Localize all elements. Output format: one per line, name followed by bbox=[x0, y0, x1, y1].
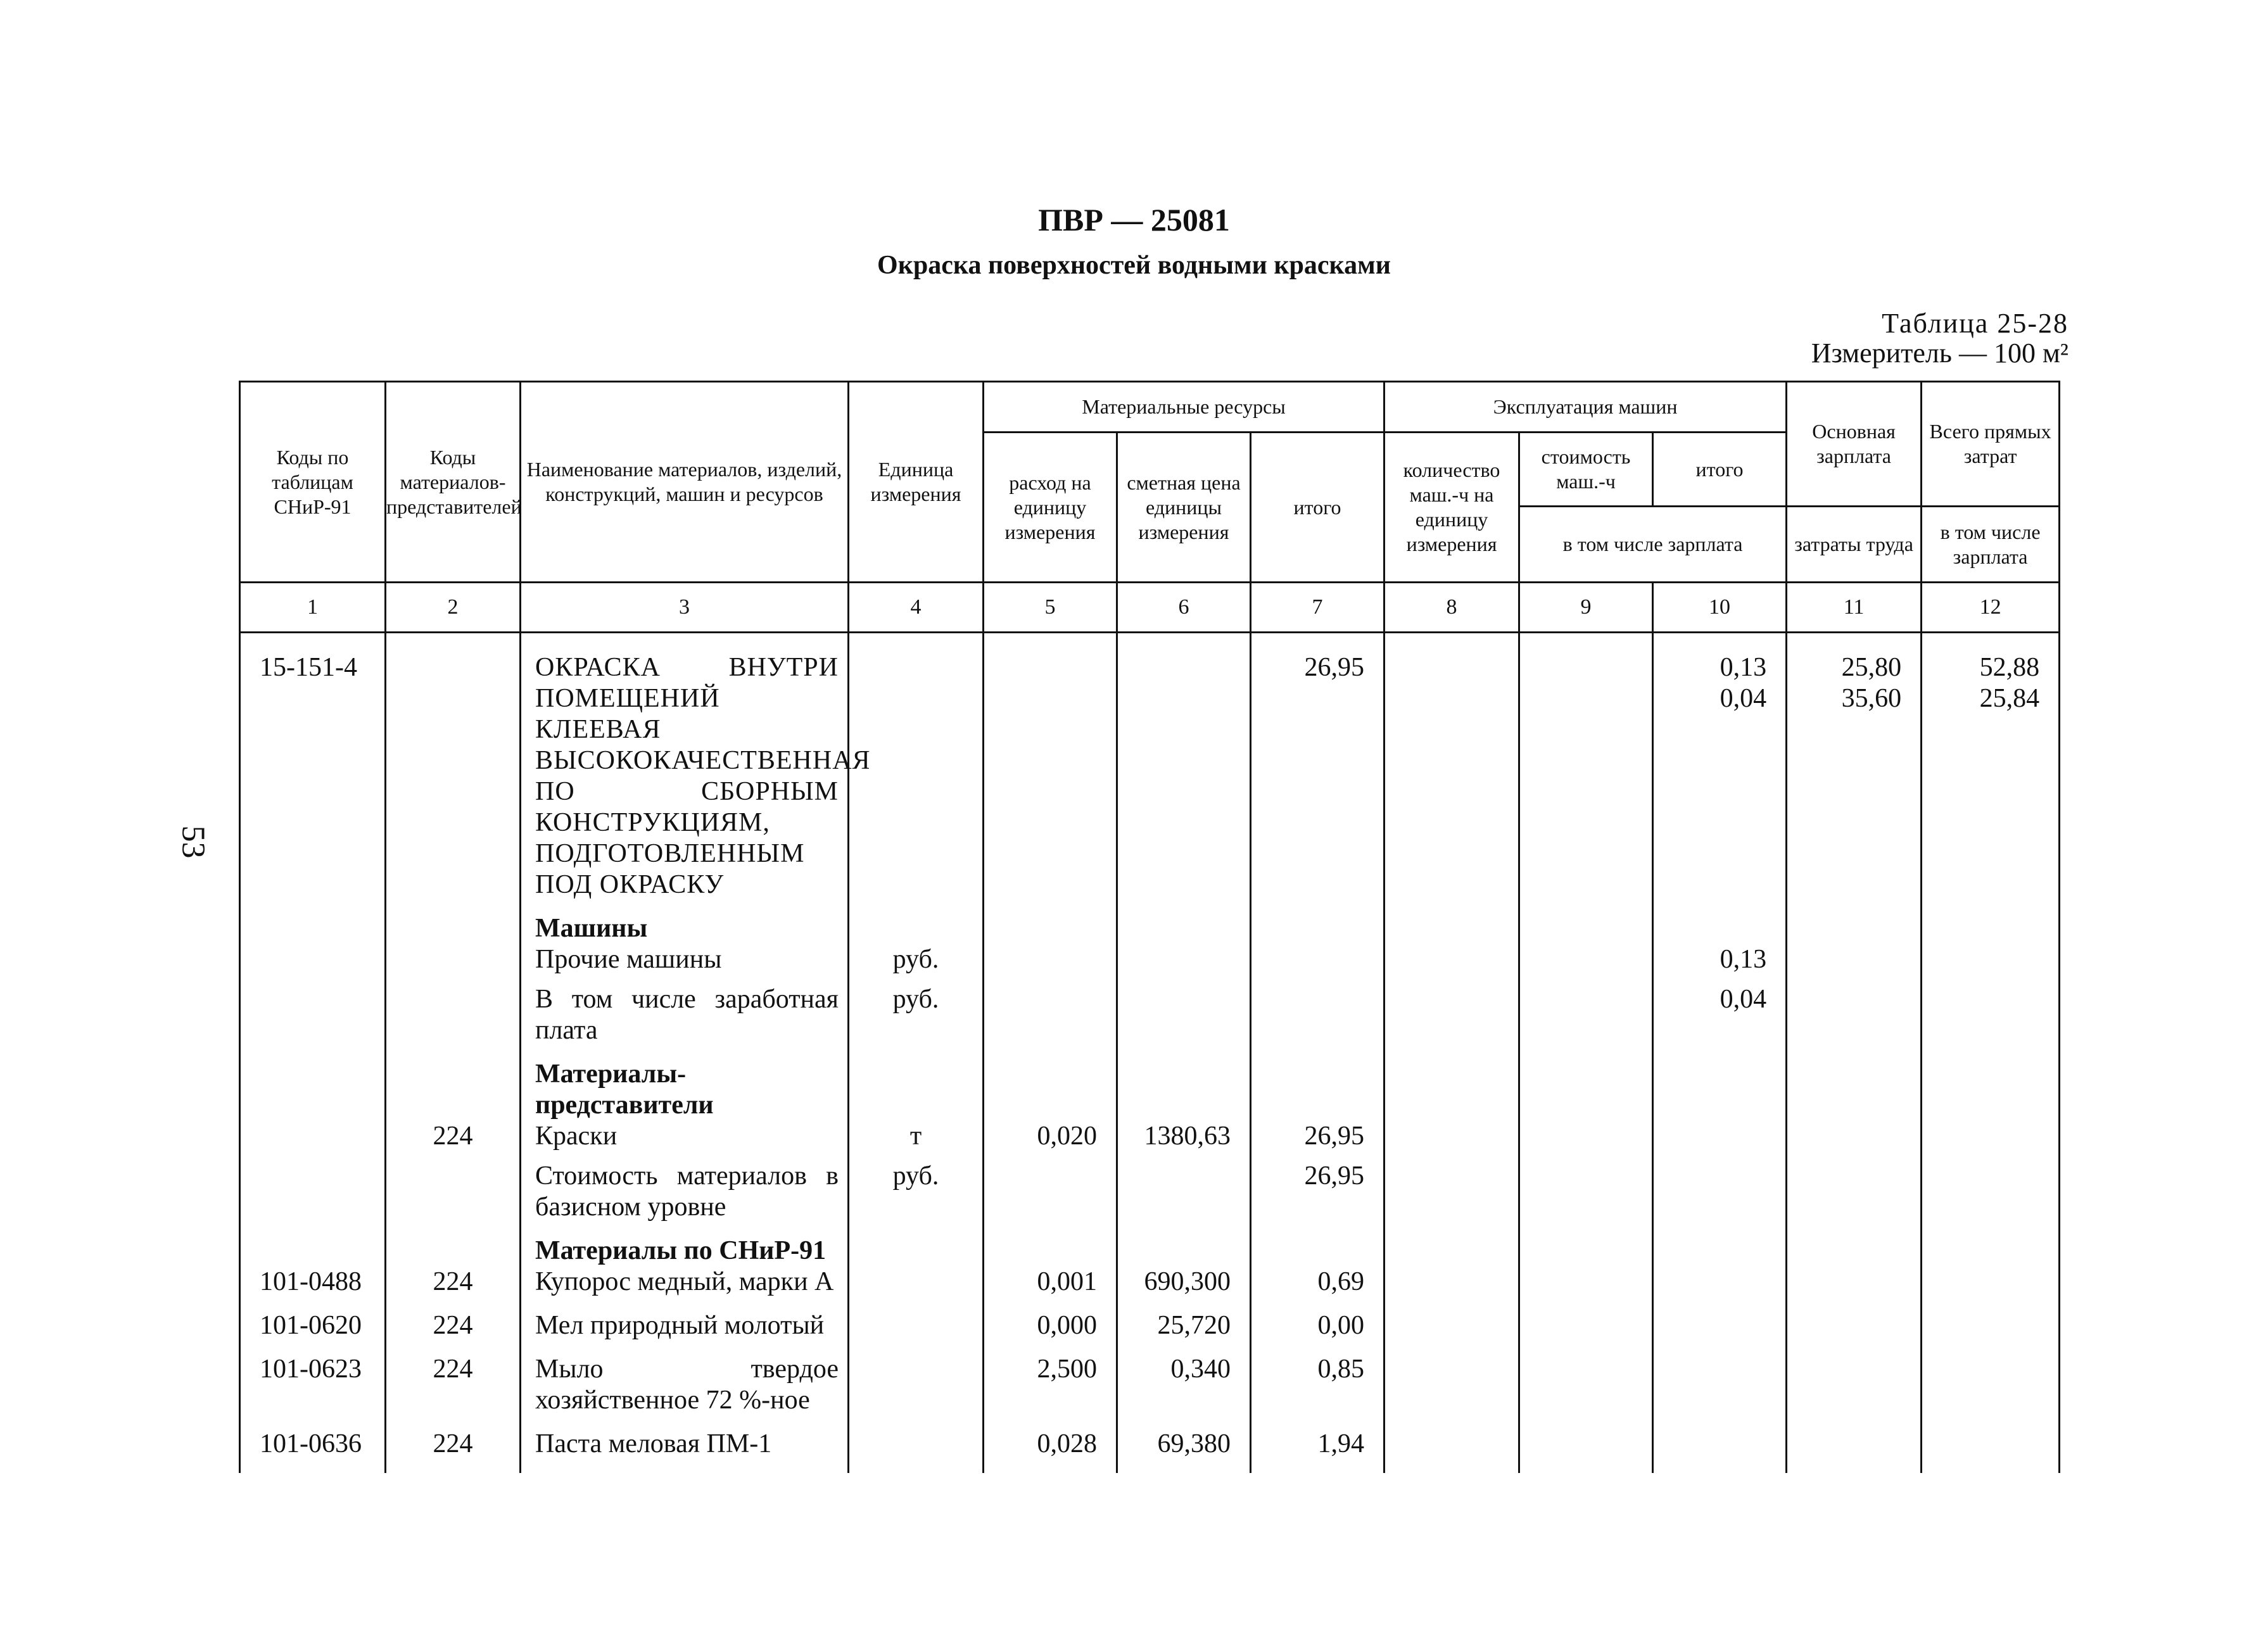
col-number: 9 bbox=[1519, 583, 1653, 633]
col-header-machine-hours: количество маш.-ч на единицу измерения bbox=[1384, 433, 1519, 583]
row-materials-total: 0,00 bbox=[1251, 1298, 1384, 1341]
row-name: Паста меловая ПМ-1 bbox=[521, 1416, 849, 1473]
row-materials-total: 0,85 bbox=[1251, 1341, 1384, 1416]
row-price: 25,720 bbox=[1117, 1298, 1251, 1341]
row-unit: руб. bbox=[849, 975, 984, 1046]
row-total-wage: 25,84 bbox=[1979, 684, 2040, 713]
row-code: 101-0488 bbox=[240, 1267, 386, 1298]
col-number: 1 bbox=[240, 583, 386, 633]
row-name: Мел природный молотый bbox=[521, 1298, 849, 1341]
row-consumption: 0,000 bbox=[984, 1298, 1117, 1341]
row-name: Прочие машины bbox=[521, 944, 849, 975]
col-number: 6 bbox=[1117, 583, 1251, 633]
row-code: 101-0636 bbox=[240, 1416, 386, 1473]
col-number: 5 bbox=[984, 583, 1117, 633]
table-row bbox=[240, 975, 2060, 1046]
row-name: Купорос медный, марки А bbox=[521, 1267, 849, 1298]
col-header-machine-cost: стоимость маш.-ч bbox=[1519, 433, 1653, 507]
col-number: 7 bbox=[1251, 583, 1384, 633]
column-number-row bbox=[240, 583, 2060, 633]
row-code: 101-0623 bbox=[240, 1341, 386, 1416]
measure-unit: Измеритель — 100 м² bbox=[1811, 338, 2068, 369]
row-materials-total: 1,94 bbox=[1251, 1416, 1384, 1473]
row-name: В том числе заработная плата bbox=[521, 975, 849, 1046]
col-number: 11 bbox=[1787, 583, 1922, 633]
row-materials-total: 26,95 bbox=[1251, 633, 1384, 901]
row-labor: 35,60 bbox=[1841, 684, 1902, 713]
col-header-price: сметная цена единицы измерения bbox=[1117, 433, 1251, 583]
table-row bbox=[240, 1416, 2060, 1473]
table-row bbox=[240, 1298, 2060, 1341]
row-rep-code: 224 bbox=[386, 1298, 521, 1341]
col-subheader-labor: затраты труда bbox=[1787, 507, 1922, 583]
row-price: 690,300 bbox=[1117, 1267, 1251, 1298]
row-machines-wage: 0,04 bbox=[1720, 684, 1767, 713]
row-consumption: 0,028 bbox=[984, 1416, 1117, 1473]
row-rep-code: 224 bbox=[386, 1267, 521, 1298]
resource-table bbox=[239, 381, 2060, 1473]
row-code: 101-0620 bbox=[240, 1298, 386, 1341]
col-number: 2 bbox=[386, 583, 521, 633]
row-name: Стоимость материалов в базисном уровне bbox=[521, 1152, 849, 1223]
col-header-consumption: расход на единицу измерения bbox=[984, 433, 1117, 583]
col-number: 3 bbox=[521, 583, 849, 633]
col-header-unit: Единица измерения bbox=[849, 382, 984, 583]
row-total: 52,88 bbox=[1979, 653, 2040, 682]
row-consumption: 0,020 bbox=[984, 1121, 1117, 1152]
table-row bbox=[240, 1152, 2060, 1223]
section-heading-machines: Машины bbox=[521, 901, 849, 944]
row-materials-total: 26,95 bbox=[1251, 1121, 1384, 1152]
table-row bbox=[240, 1121, 2060, 1152]
row-price: 1380,63 bbox=[1117, 1121, 1251, 1152]
row-consumption: 2,500 bbox=[984, 1341, 1117, 1416]
col-header-total: Всего прямых затрат bbox=[1922, 382, 2060, 507]
table-row bbox=[240, 1341, 2060, 1416]
section-row bbox=[240, 1223, 2060, 1267]
row-name: Краски bbox=[521, 1121, 849, 1152]
row-code: 15-151-4 bbox=[240, 633, 386, 901]
row-name: ОКРАСКА ВНУТРИ ПОМЕЩЕНИЙ КЛЕЕВАЯ ВЫСОКОКАЧЕСТВЕННАЯ ПО СБОРНЫМ КОНСТРУКЦИЯМ, ПОДГОТОВЛЕННЫМ ПОД ОКРАСКУ bbox=[521, 633, 849, 901]
row-rep-code: 224 bbox=[386, 1416, 521, 1473]
col-subheader-total-wage: в том числе зарплата bbox=[1922, 507, 2060, 583]
document-title: Окраска поверхностей водными красками bbox=[877, 251, 1391, 280]
row-price: 0,340 bbox=[1117, 1341, 1251, 1416]
table-row bbox=[240, 944, 2060, 975]
col-header-machines-total: итого bbox=[1653, 433, 1787, 507]
col-number: 4 bbox=[849, 583, 984, 633]
col-number: 10 bbox=[1653, 583, 1787, 633]
col-header-name: Наименование материалов, изделий, конструкций, машин и ресурсов bbox=[521, 382, 849, 583]
row-machines-total: 0,13 bbox=[1720, 653, 1767, 682]
row-machines-wage: 0,04 bbox=[1653, 975, 1787, 1046]
row-materials-total: 0,69 bbox=[1251, 1267, 1384, 1298]
row-name: Мыло твердое хозяйственное 72 %-ное bbox=[521, 1341, 849, 1416]
section-row bbox=[240, 901, 2060, 944]
row-price: 69,380 bbox=[1117, 1416, 1251, 1473]
row-rep-code: 224 bbox=[386, 1121, 521, 1152]
group-header-materials: Материальные ресурсы bbox=[984, 382, 1384, 433]
row-unit: т bbox=[849, 1121, 984, 1152]
table-row bbox=[240, 1267, 2060, 1298]
col-header-wage: Основная зарплата bbox=[1787, 382, 1922, 507]
row-wage: 25,80 bbox=[1841, 653, 1902, 682]
row-materials-total: 26,95 bbox=[1251, 1152, 1384, 1223]
section-row bbox=[240, 1046, 2060, 1121]
row-unit: руб. bbox=[849, 1152, 984, 1223]
table-row bbox=[240, 633, 2060, 901]
col-subheader-machines-wage: в том числе зарплата bbox=[1519, 507, 1787, 583]
table-label: Таблица 25-28 bbox=[1882, 308, 2068, 339]
col-number: 8 bbox=[1384, 583, 1519, 633]
section-heading-snir: Материалы по СНиР-91 bbox=[521, 1223, 849, 1267]
row-unit: руб. bbox=[849, 944, 984, 975]
col-header-rep-codes: Коды материалов-представителей bbox=[386, 382, 521, 583]
document-code: ПВР — 25081 bbox=[1038, 202, 1230, 237]
col-number: 12 bbox=[1922, 583, 2060, 633]
row-rep-code: 224 bbox=[386, 1341, 521, 1416]
col-header-codes: Коды по таблицам СНиР-91 bbox=[240, 382, 386, 583]
row-consumption: 0,001 bbox=[984, 1267, 1117, 1298]
col-header-materials-total: итого bbox=[1251, 433, 1384, 583]
page-number: 53 bbox=[175, 825, 212, 859]
section-heading-representatives: Материалы-представители bbox=[521, 1046, 849, 1121]
row-machines-total: 0,13 bbox=[1653, 944, 1787, 975]
group-header-machines: Эксплуатация машин bbox=[1384, 382, 1787, 433]
